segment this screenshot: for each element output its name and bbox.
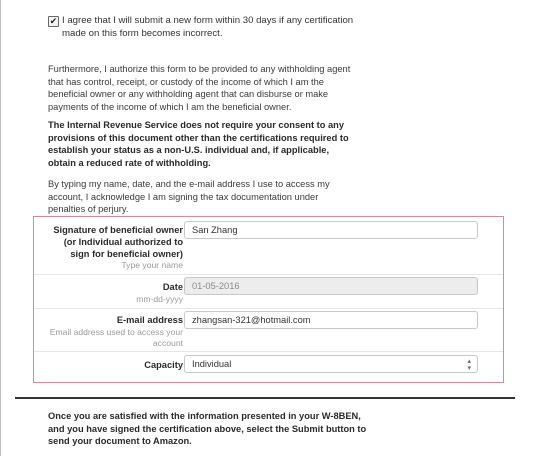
capacity-selected-value: Individual <box>192 359 232 369</box>
signature-label: Signature of beneficial owner (or Individual authorized to sign for beneficial owner) <box>53 225 183 259</box>
date-input[interactable]: 01-05-2016 <box>184 277 478 295</box>
section-divider <box>15 397 515 399</box>
agreement-text: I agree that I will submit a new form within 30 days if any certification made on this form becomes incorrect. <box>62 15 354 39</box>
signature-section <box>33 216 504 383</box>
date-hint: mm-dd-yyyy <box>136 294 183 304</box>
perjury-paragraph: By typing my name, date, and the e-mail address I use to access my account, I acknowledge I am signing the tax documentation under penalties of perjury. <box>48 179 330 214</box>
select-updown-arrow-icon: ▴ ▾ <box>467 358 471 372</box>
submit-instructions: Once you are satisfied with the information presented in your W-8BEN, and you have signed the certification above, select the Submit button to send your document to Amazon. <box>48 411 367 446</box>
row-divider <box>34 308 503 309</box>
authorize-paragraph: Furthermore, I authorize this form to be provided to any withholding agent that has control, receipt, or custody of the income of which I am the beneficial owner or any withholding agent that can disburse or make payments of the income of which I am the beneficial owner. <box>48 64 351 112</box>
row-divider <box>34 274 503 275</box>
row-divider <box>34 351 503 352</box>
agreement-row <box>48 15 368 40</box>
agreement-checkbox[interactable]: ✔ <box>49 16 58 26</box>
signature-input[interactable]: San Zhang <box>184 221 478 239</box>
date-label: Date <box>162 282 183 292</box>
page-left-border <box>0 0 1 456</box>
email-hint: Email address used to access your account <box>49 327 183 348</box>
signature-hint: Type your name <box>121 260 183 270</box>
email-label: E-mail address <box>116 315 183 325</box>
capacity-select[interactable] <box>184 355 478 373</box>
capacity-label: Capacity <box>144 360 183 370</box>
email-input[interactable]: zhangsan-321@hotmail.com <box>184 311 478 329</box>
irs-paragraph: The Internal Revenue Service does not require your consent to any provisions of this document other than the certifications required to establish your status as a non-U.S. individual and, if applicable, obtain a reduced rate of withholding. <box>48 120 349 168</box>
